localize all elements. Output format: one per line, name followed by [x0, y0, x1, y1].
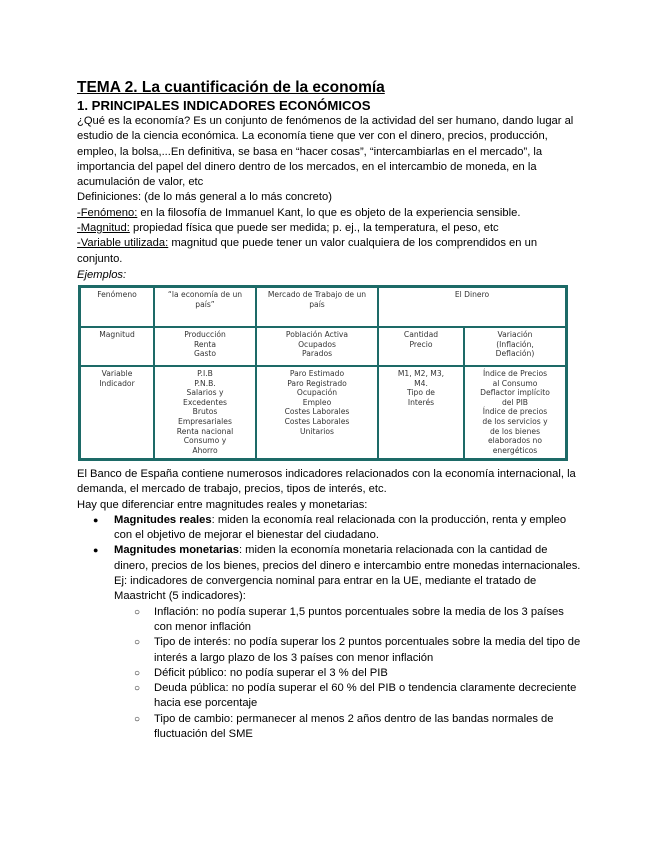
list-item-term: Magnitudes reales — [114, 513, 212, 526]
definition-text: propiedad física que puede ser medida; p. ej., la temperatura, el peso, etc — [129, 222, 499, 235]
definition-text: en la filosofía de Immanuel Kant, lo que es objeto de la experiencia sensible. — [137, 206, 521, 219]
table-cell: P.I.B P.N.B. Salarios y Excedentes Brutos Empresariales Renta nacional Consumo y Ahorro — [154, 366, 256, 460]
table-cell: Población Activa Ocupados Parados — [256, 327, 378, 366]
table-cell: Cantidad Precio — [378, 327, 464, 366]
definitions-label: Definiciones: (de lo más general a lo más concreto) — [77, 191, 332, 204]
table-cell: “la economía de un país” — [154, 286, 256, 327]
table-row — [80, 327, 567, 366]
list-item-text: Tipo de interés: no podía superar los 2 puntos porcentuales sobre la media del tipo de interés a largo plazo de los 3 países con menor inflación — [154, 636, 581, 664]
list-item-text: Inflación: no podía superar 1,5 puntos porcentuales sobre la media de los 3 países con menor inflación — [154, 605, 564, 633]
list-item — [77, 712, 582, 743]
intro-paragraph: ¿Qué es la economía? Es un conjunto de fenómenos de la actividad del ser humano, dando lugar al estudio de la ciencia económica. La economía tiene que ver con el dinero, precios, producción, empleo, la bolsa,...En definitiva, se basa en “hacer cosas”, “intercambiarlas en el mercado”, la importancia del papel del dinero dentro de los mercados, en el intercambio de moneda, en la acumulación de valor, etc — [77, 115, 574, 189]
document-title: TEMA 2. La cuantificación de la economía — [77, 79, 385, 96]
magnitudes-list — [77, 513, 582, 742]
section-heading: 1. PRINCIPALES INDICADORES ECONÓMICOS — [77, 98, 371, 113]
differentiate-line: Hay que diferenciar entre magnitudes reales y monetarias: — [77, 498, 368, 511]
list-item — [77, 681, 582, 712]
definition-term: -Magnitud: — [77, 222, 130, 235]
circle-bullet-icon: ○ — [134, 713, 141, 725]
circle-bullet-icon: ○ — [134, 637, 141, 649]
definition-term: -Variable utilizada: — [77, 237, 169, 250]
list-item-term: Magnitudes monetarias — [114, 544, 239, 557]
circle-bullet-icon: ○ — [134, 683, 141, 695]
document-page — [77, 79, 582, 742]
list-item — [77, 513, 582, 544]
list-item — [77, 666, 582, 681]
list-item-text: : miden la economía monetaria relacionada con la cantidad de dinero, precios de los bienes, precios del dinero e intercambio entre monedas internacionales. Ej: indicadores de convergencia nominal para entrar en la UE, mediante el tratado de Maastricht (5 indicadores): — [114, 544, 581, 603]
table-cell: Producción Renta Gasto — [154, 327, 256, 366]
list-item-text: Deuda pública: no podía superar el 60 % del PIB o tendencia claramente decreciente hacia ese porcentaje — [154, 682, 577, 710]
table-row — [80, 366, 567, 460]
table-cell: Mercado de Trabajo de un país — [256, 286, 378, 327]
list-item-text: Déficit público: no podía superar el 3 % del PIB — [154, 666, 388, 679]
list-item-text: : miden la economía real relacionada con la producción, renta y empleo con el objetivo de mejorar el bienestar del ciudadano. — [114, 513, 567, 542]
bullet-icon: ● — [93, 514, 99, 525]
definition-variable — [77, 236, 582, 267]
bullet-icon: ● — [93, 545, 99, 556]
list-item-text: Tipo de cambio: permanecer al menos 2 años dentro de las bandas normales de fluctuación del SME — [154, 712, 554, 741]
table-cell: Magnitud — [80, 327, 155, 366]
list-item — [77, 635, 582, 666]
table-row — [80, 286, 567, 327]
table-cell: Fenómeno — [80, 286, 155, 327]
circle-bullet-icon: ○ — [134, 667, 141, 679]
definition-term: -Fenómeno: — [77, 206, 138, 219]
table-cell: M1, M2, M3, M4. Tipo de Interés — [378, 366, 464, 460]
definition-phenomenon — [77, 206, 582, 221]
table-cell: Variación (Inflación, Deflación) — [464, 327, 567, 366]
circle-bullet-icon: ○ — [134, 606, 141, 618]
bank-paragraph: El Banco de España contiene numerosos indicadores relacionados con la economía internacional, la demanda, el mercado de trabajo, precios, tipos de interés, etc. — [77, 467, 576, 496]
examples-label: Ejemplos: — [77, 268, 127, 281]
definition-magnitude — [77, 221, 582, 236]
list-item — [77, 543, 582, 742]
table-cell: Índice de Precios al Consumo Deflactor implícito del PIB Índice de precios de los servicios y de los bienes elaborados no energéticos — [464, 366, 567, 460]
definition-text: magnitud que puede tener un valor cualquiera de los comprendidos en un conjunto. — [77, 237, 538, 265]
indicators-table — [78, 285, 568, 461]
table-cell: Paro Estimado Paro Registrado Ocupación Empleo Costes Laborales Costes Laborales Unitarios — [256, 366, 378, 460]
maastricht-criteria-list — [114, 605, 582, 743]
table-cell: Variable Indicador — [80, 366, 155, 460]
table-cell: El Dinero — [378, 286, 567, 327]
list-item — [77, 605, 582, 636]
